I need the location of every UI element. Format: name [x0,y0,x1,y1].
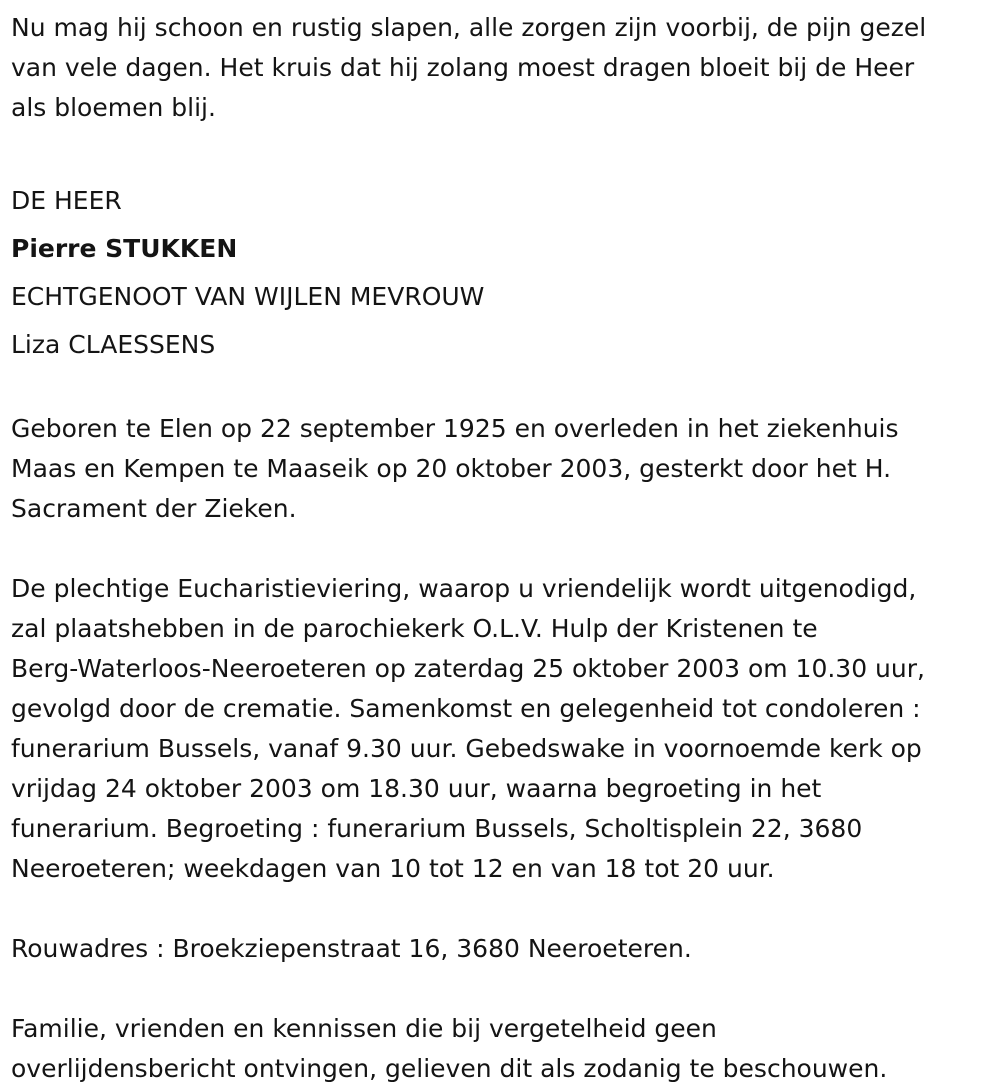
birth-death-line: Maas en Kempen te Maaseik op 20 oktober 2003, gesterkt door het H. [11,454,892,483]
ceremony-line: funerarium. Begroeting : funerarium Bussels, Scholtisplein 22, 3680 [11,814,863,843]
deceased-prefix: DE HEER [11,186,122,215]
ceremony-line: vrijdag 24 oktober 2003 om 18.30 uur, waarna begroeting in het [11,774,822,803]
closing-paragraph [11,1009,991,1089]
mourning-address: Rouwadres : Broekziepenstraat 16, 3680 Neeroeteren. [11,934,692,963]
ceremony-line: Berg-Waterloos-Neeroeteren op zaterdag 25 oktober 2003 om 10.30 uur, [11,654,925,683]
ceremony-paragraph [11,569,991,889]
address-paragraph [11,929,991,969]
obituary-notice [11,8,991,1089]
spouse-name: Liza CLAESSENS [11,330,216,359]
ceremony-line: funerarium Bussels, vanaf 9.30 uur. Gebedswake in voornoemde kerk op [11,734,922,763]
closing-line: Familie, vrienden en kennissen die bij vergetelheid geen [11,1014,717,1043]
birth-death-line: Sacrament der Zieken. [11,494,297,523]
ceremony-line: De plechtige Eucharistieviering, waarop u vriendelijk wordt uitgenodigd, [11,574,917,603]
deceased-relation: ECHTGENOOT VAN WIJLEN MEVROUW [11,282,485,311]
intro-line: van vele dagen. Het kruis dat hij zolang moest dragen bloeit bij de Heer [11,53,915,82]
intro-line: Nu mag hij schoon en rustig slapen, alle zorgen zijn voorbij, de pijn gezel [11,13,927,42]
ceremony-line: gevolgd door de crematie. Samenkomst en gelegenheid tot condoleren : [11,694,921,723]
birth-death-line: Geboren te Elen op 22 september 1925 en overleden in het ziekenhuis [11,414,899,443]
closing-line: overlijdensbericht ontvingen, gelieven dit als zodanig te beschouwen. [11,1054,888,1083]
intro-poem [11,8,991,128]
ceremony-line: Neeroeteren; weekdagen van 10 tot 12 en van 18 tot 20 uur. [11,854,775,883]
birth-death-paragraph [11,409,991,529]
ceremony-line: zal plaatshebben in de parochiekerk O.L.V. Hulp der Kristenen te [11,614,818,643]
intro-line: als bloemen blij. [11,93,216,122]
deceased-name: Pierre STUKKEN [11,234,238,263]
deceased-block [11,177,991,369]
